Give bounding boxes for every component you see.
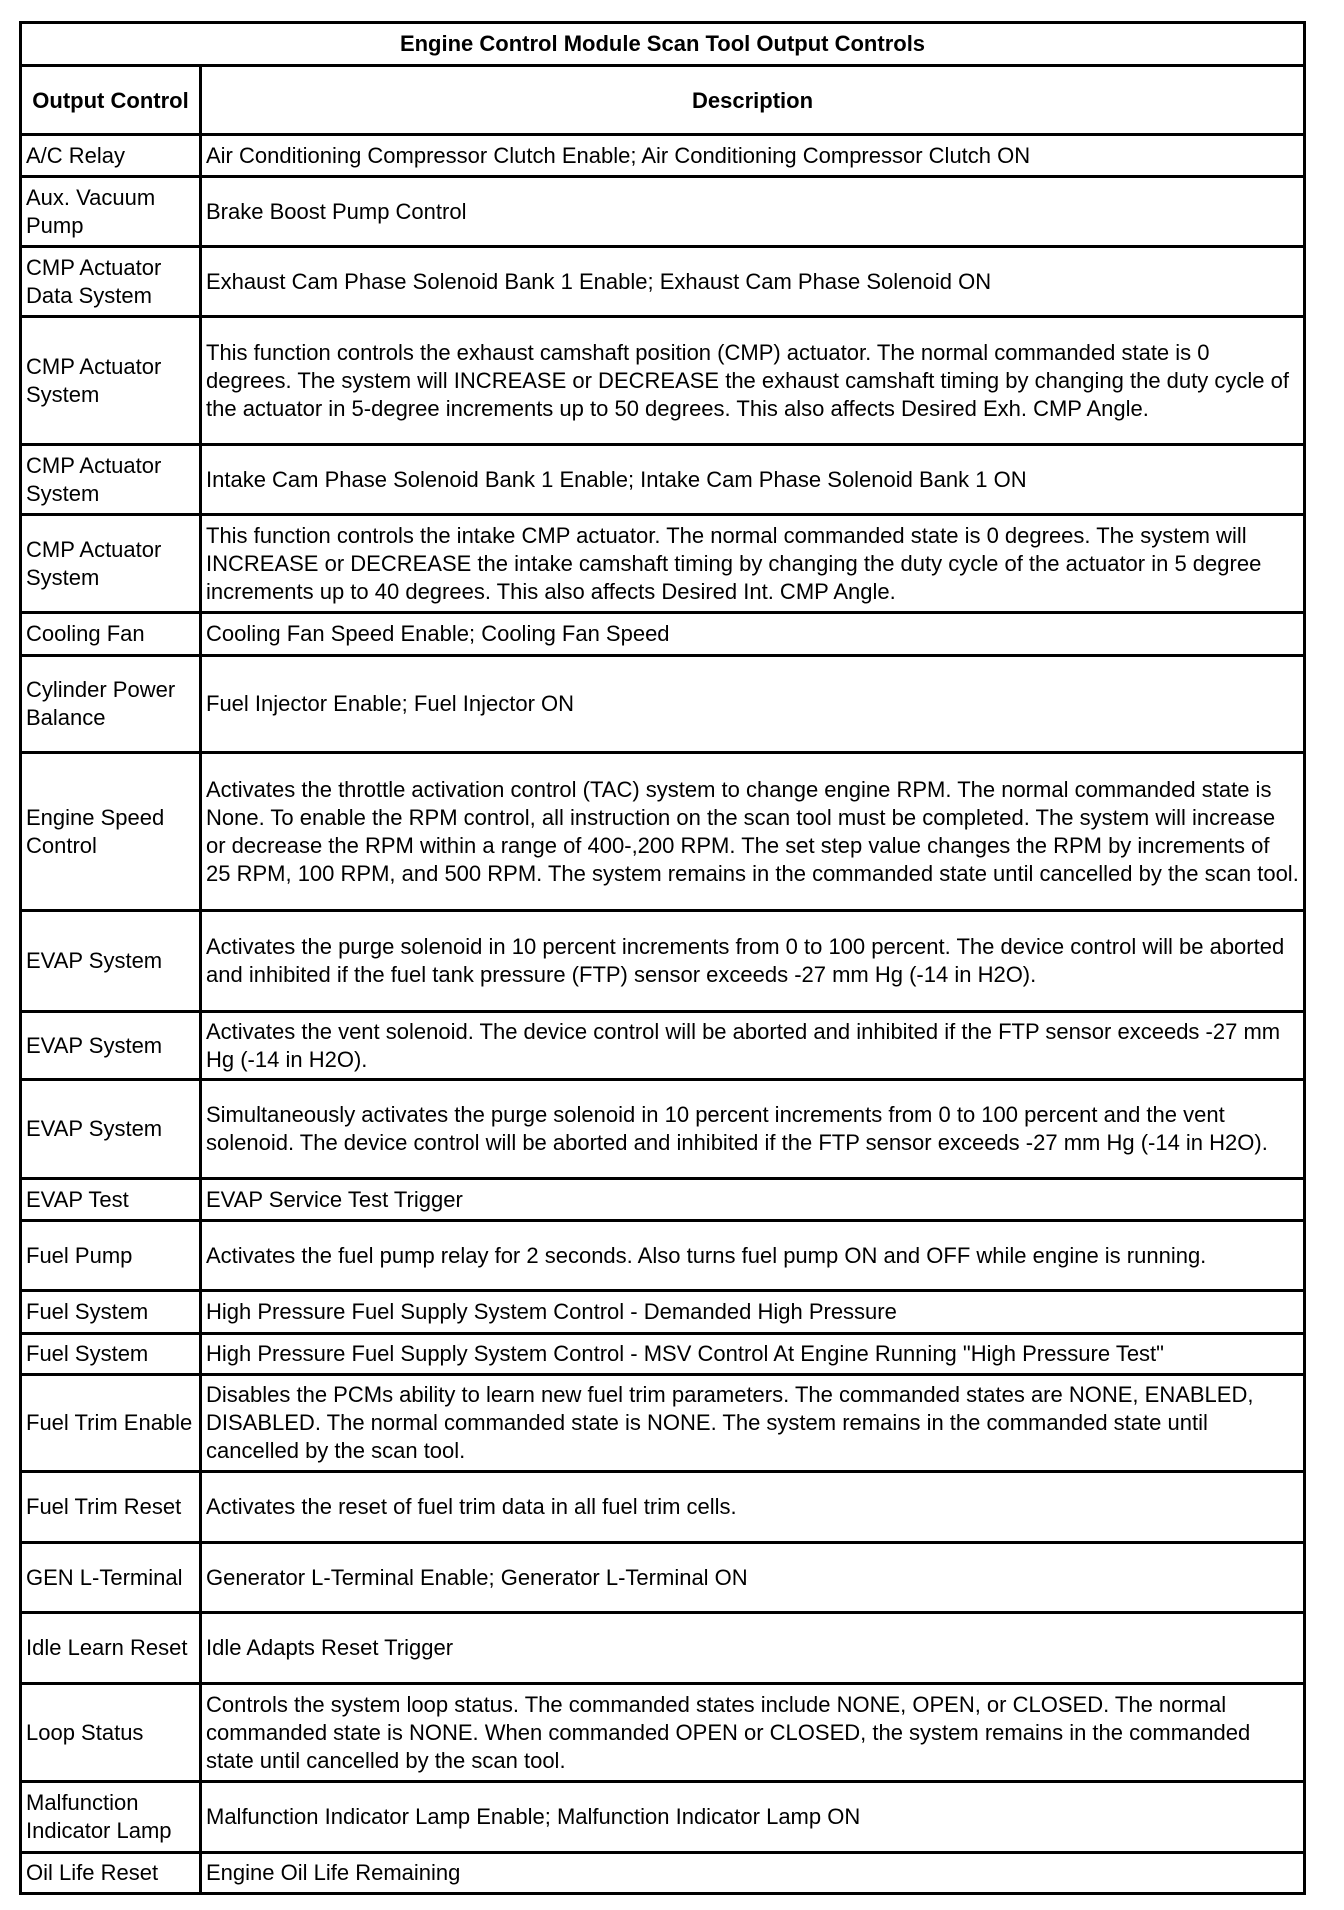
output-control-cell: CMP Actuator System bbox=[21, 515, 201, 613]
output-control-cell: Oil Life Reset bbox=[21, 1853, 201, 1894]
output-control-cell: A/C Relay bbox=[21, 135, 201, 177]
output-control-cell: Fuel Pump bbox=[21, 1221, 201, 1291]
table-title: Engine Control Module Scan Tool Output Controls bbox=[21, 23, 1305, 66]
table-row bbox=[21, 656, 1305, 753]
description-cell: Activates the throttle activation control (TAC) system to change engine RPM. The normal commanded state is None. To enable the RPM control, all instruction on the scan tool must be completed. The system will increase or decrease the RPM within a range of 400-,200 RPM. The set step value changes the RPM by increments of 25 RPM, 100 RPM, and 500 RPM. The system remains in the commanded state until cancelled by the scan tool. bbox=[201, 753, 1305, 911]
table-row bbox=[21, 1334, 1305, 1375]
table-row bbox=[21, 1291, 1305, 1334]
description-cell: High Pressure Fuel Supply System Control - Demanded High Pressure bbox=[201, 1291, 1305, 1334]
table-row bbox=[21, 1543, 1305, 1613]
description-cell: Intake Cam Phase Solenoid Bank 1 Enable; Intake Cam Phase Solenoid Bank 1 ON bbox=[201, 445, 1305, 515]
description-cell: Controls the system loop status. The commanded states include NONE, OPEN, or CLOSED. The normal commanded state is NONE. When commanded OPEN or CLOSED, the system remains in the commanded state until cancelled by the scan tool. bbox=[201, 1684, 1305, 1782]
description-cell: Activates the reset of fuel trim data in all fuel trim cells. bbox=[201, 1472, 1305, 1543]
output-control-cell: EVAP Test bbox=[21, 1179, 201, 1221]
table-row bbox=[21, 317, 1305, 445]
description-cell: High Pressure Fuel Supply System Control - MSV Control At Engine Running "High Pressure Test" bbox=[201, 1334, 1305, 1375]
description-cell: Activates the vent solenoid. The device control will be aborted and inhibited if the FTP sensor exceeds -27 mm Hg (-14 in H2O). bbox=[201, 1012, 1305, 1080]
table-title-row bbox=[21, 23, 1305, 66]
output-control-cell: Idle Learn Reset bbox=[21, 1613, 201, 1684]
output-controls-table bbox=[19, 21, 1306, 1895]
description-cell: Malfunction Indicator Lamp Enable; Malfunction Indicator Lamp ON bbox=[201, 1782, 1305, 1853]
output-control-cell: Fuel System bbox=[21, 1334, 201, 1375]
output-control-cell: EVAP System bbox=[21, 1080, 201, 1179]
table-body bbox=[21, 135, 1305, 1894]
description-cell: Idle Adapts Reset Trigger bbox=[201, 1613, 1305, 1684]
table-row bbox=[21, 445, 1305, 515]
output-control-cell: Fuel Trim Reset bbox=[21, 1472, 201, 1543]
output-control-cell: Aux. Vacuum Pump bbox=[21, 177, 201, 247]
table-row bbox=[21, 1684, 1305, 1782]
description-cell: This function controls the intake CMP actuator. The normal commanded state is 0 degrees. The system will INCREASE or DECREASE the intake camshaft timing by changing the duty cycle of the actuator in 5 degree increments up to 40 degrees. This also affects Desired Int. CMP Angle. bbox=[201, 515, 1305, 613]
table-row bbox=[21, 1012, 1305, 1080]
table-row bbox=[21, 1179, 1305, 1221]
description-cell: Fuel Injector Enable; Fuel Injector ON bbox=[201, 656, 1305, 753]
output-control-cell: CMP Actuator System bbox=[21, 317, 201, 445]
description-cell: Disables the PCMs ability to learn new fuel trim parameters. The commanded states are NONE, ENABLED, DISABLED. The normal commanded state is NONE. The system remains in the commanded state until cancelled by the scan tool. bbox=[201, 1375, 1305, 1472]
output-control-cell: Malfunction Indicator Lamp bbox=[21, 1782, 201, 1853]
output-control-cell: CMP Actuator Data System bbox=[21, 247, 201, 317]
description-cell: This function controls the exhaust camshaft position (CMP) actuator. The normal commanded state is 0 degrees. The system will INCREASE or DECREASE the exhaust camshaft timing by changing the duty cycle of the actuator in 5-degree increments up to 50 degrees. This also affects Desired Exh. CMP Angle. bbox=[201, 317, 1305, 445]
description-cell: EVAP Service Test Trigger bbox=[201, 1179, 1305, 1221]
description-cell: Activates the fuel pump relay for 2 seconds. Also turns fuel pump ON and OFF while engine is running. bbox=[201, 1221, 1305, 1291]
table-row bbox=[21, 753, 1305, 911]
output-control-cell: GEN L-Terminal bbox=[21, 1543, 201, 1613]
output-control-cell: EVAP System bbox=[21, 911, 201, 1012]
table-row bbox=[21, 135, 1305, 177]
table-row bbox=[21, 515, 1305, 613]
output-control-cell: Engine Speed Control bbox=[21, 753, 201, 911]
description-cell: Brake Boost Pump Control bbox=[201, 177, 1305, 247]
description-cell: Cooling Fan Speed Enable; Cooling Fan Speed bbox=[201, 613, 1305, 656]
column-header-output-control: Output Control bbox=[21, 66, 201, 135]
output-control-cell: EVAP System bbox=[21, 1012, 201, 1080]
output-control-cell: Cooling Fan bbox=[21, 613, 201, 656]
output-control-cell: Fuel System bbox=[21, 1291, 201, 1334]
description-cell: Generator L-Terminal Enable; Generator L-Terminal ON bbox=[201, 1543, 1305, 1613]
table-row bbox=[21, 1080, 1305, 1179]
output-control-cell: CMP Actuator System bbox=[21, 445, 201, 515]
output-control-cell: Loop Status bbox=[21, 1684, 201, 1782]
description-cell: Engine Oil Life Remaining bbox=[201, 1853, 1305, 1894]
table-row bbox=[21, 1221, 1305, 1291]
table-row bbox=[21, 1613, 1305, 1684]
table-row bbox=[21, 247, 1305, 317]
table-row bbox=[21, 1472, 1305, 1543]
description-cell: Exhaust Cam Phase Solenoid Bank 1 Enable; Exhaust Cam Phase Solenoid ON bbox=[201, 247, 1305, 317]
table-header-row bbox=[21, 66, 1305, 135]
description-cell: Activates the purge solenoid in 10 percent increments from 0 to 100 percent. The device control will be aborted and inhibited if the fuel tank pressure (FTP) sensor exceeds -27 mm Hg (-14 in H2O). bbox=[201, 911, 1305, 1012]
column-header-description: Description bbox=[201, 66, 1305, 135]
table-row bbox=[21, 177, 1305, 247]
table-row bbox=[21, 1853, 1305, 1894]
output-control-cell: Cylinder Power Balance bbox=[21, 656, 201, 753]
description-cell: Air Conditioning Compressor Clutch Enable; Air Conditioning Compressor Clutch ON bbox=[201, 135, 1305, 177]
table-row bbox=[21, 911, 1305, 1012]
table-row bbox=[21, 613, 1305, 656]
description-cell: Simultaneously activates the purge solenoid in 10 percent increments from 0 to 100 percent and the vent solenoid. The device control will be aborted and inhibited if the FTP sensor exceeds -27 mm Hg (-14 in H2O). bbox=[201, 1080, 1305, 1179]
table-row bbox=[21, 1782, 1305, 1853]
table-row bbox=[21, 1375, 1305, 1472]
output-control-cell: Fuel Trim Enable bbox=[21, 1375, 201, 1472]
